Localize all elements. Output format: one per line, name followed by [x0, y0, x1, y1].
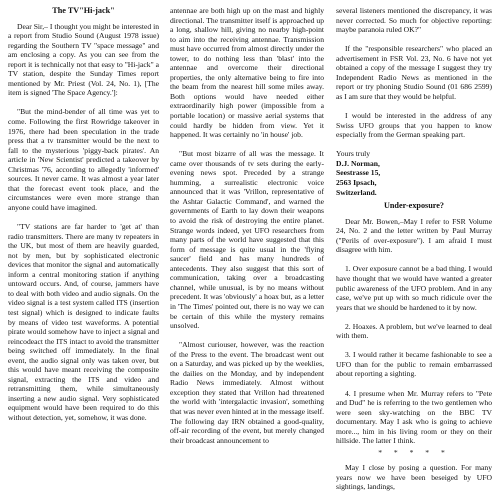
section-separator: * * * * * — [378, 447, 450, 457]
paragraph: 1. Over exposure cannot be a bad thing. I would have thought that we would have wanted a greater public awareness of the UFO problem. And in any case, we've put up with so much ridicule over the years that we should be hardened to it by now. — [336, 264, 492, 312]
letter-heading-under-exposure: Under-exposure? — [383, 201, 445, 211]
paragraph: May I close by posing a question. For many years now we have been beseiged by UFO sightings, landings, — [336, 463, 492, 492]
paragraph: "Almost curiouser, however, was the reaction of the Press to the event. The broadcast went out on a Saturday, and was picked up by the weeklies, the dailies on the Monday, and by independent Radio News immediately. Almost without exception they stated that Vrillon had threatened the world with 'intergalactic invasion', something that was never even hinted at in the message itself. The following day IRN obtained a good-quality, off-air recording of the event, but merely changed their broadcast announcement to — [170, 340, 324, 445]
paragraph: "TV stations are far harder to 'get at' than radio transmitters. There are many tv repeaters in the UK, but most of them are heavily guarded, not by men, but by sophisticated electronic devices that monitor the signal and automatically inform a central monitoring station if anything untoward occurs. And, of course, jammers have to deal with both video and audio signals. On the video signal is a test system called ITS (insertion test signal) which is designed to indicate faults by means of video test waveforms. A potential pirate would somehow have to inject a signal and reincodeact the ITS intact to avoid the transmitter being switched off immediately. In the final event, the audio signal only was taken over, but this would have meant receiving the composite signal, extracting the ITS and video and retransmitting them, while simultaneously inserting a new audio signal. Very sophisticated equipment would have been required to do this without detection, yet, somehow, it was done. — [8, 222, 159, 422]
closing: Yours truly — [336, 149, 371, 159]
paragraph: 4. I presume when Mr. Murray refers to "Pete and Dud" he is referring to the two gentlemen who were seen sky-watching on the BBC TV documentary. May I ask who is going to achieve more..., him in his living room or they on their hillside. The latter I think. — [336, 388, 492, 446]
paragraph: "But most bizarre of all was the message. It came over thousands of tv sets during the early-evening news spot. Preceded by a strange humming, a surrealistic electronic voice announced that it was 'Vrillon, representative of the Ashtar Galactic Command', and warned the governments of Earth to lay down their weapons to avoid the risk of destroying the entire planet. Strange words indeed, yet UFO researchers from many parts of the world have suggested that this form of message is quite usual in the 'flying saucer' field and has many hundreds of antecedents. They also suggest that this sort of communication, taking over a broadcasting channel, while unusual, is by no means without precedent. It was 'obviously' a hoax but, as a letter in 'The Times' pointed out, there is no way we can be certain of this while the mystery remains unsolved. — [170, 149, 324, 331]
letter-heading-tv-hijack: The TV"Hi-jack" — [52, 6, 115, 15]
paragraph: "But the mind-bender of all time was yet to come. Following the first Rowridge takeover in 1976, there had been speculation in the trade press that a tv transmitter would be the next to fall to the mysterious 'piggy-back pirates'. An article in 'New Scientist' predicted a takeover by Christmas '76, according to allegedly 'informed' sources. It never came. It was almost a year later that the forecast event took place, and the circumstances were even more strange than anyone could have imagined. — [8, 107, 159, 212]
paragraph: Dear Sir,– I thought you might be interested in a report from Studio Sound (August 1978 issue) regarding the Southern TV "space message" and am enclosing a copy. As you can see from the report it is technically not that easy to "Hi-jack" a TV station, despite the Sunday Times report mentioned by Mr. Priest (Vol. 24, No. 1), [The item is signed 'The Space Agency.']: — [8, 21, 159, 98]
paragraph: If the "responsible researchers" who placed an advertisement in FSR Vol. 23, No. 6 have not yet obtained a copy of the message I suggest they try Independent Radio News as mentioned in the report or try phoning Studio Sound (01 686 2599) as I am sure that they would be helpful. — [336, 44, 492, 101]
column-middle — [170, 6, 324, 445]
paragraph: I would be interested in the address of any Swiss UFO groups that you happen to know especially from the German speaking part. — [336, 111, 492, 140]
address-line: Switzerland. — [336, 187, 377, 197]
paragraph: 3. I would rather it became fashionable to see a UFO than for the public to remain embarrassed about reporting a sighting. — [336, 350, 492, 379]
paragraph: Dear Mr. Bowen,–May I refer to FSR Volume 24, No. 2 and the letter written by Paul Murray ("Perils of over-exposure"). I am afraid I must disagree with him. — [336, 216, 492, 255]
signature-block — [336, 149, 492, 197]
paragraph: antennae are both high up on the mast and highly directional. The transmitter itself is approached up a long, shallow hill, giving no nearby high-point to aim into the receiving antennae. Transmission must have occurred from almost directly under the tower, to do nothing less than 'blast' into the antennae and overcome their directional properties, the only alternative being to fire into the beam from the nearest hill some miles away. Both options would have needed either extraordinarily high power (impossible from a portable location) or massive aerial systems that could hardly be hidden from view. Yet it happened. It was certainly no 'in house' job. — [170, 6, 324, 140]
address-line: 2563 Ipsach, — [336, 177, 377, 187]
paragraph: 2. Hoaxes. A problem, but we've learned to deal with them. — [336, 321, 492, 341]
signer-name: D.J. Norman, — [336, 158, 380, 168]
column-left — [8, 6, 159, 423]
column-right — [336, 6, 492, 492]
paragraph: several listeners mentioned the discrepancy, it was never corrected. So much for objective reporting: maybe paranoia ruled OK?" — [336, 6, 492, 35]
address-line: Seestrasse 15, — [336, 168, 381, 178]
